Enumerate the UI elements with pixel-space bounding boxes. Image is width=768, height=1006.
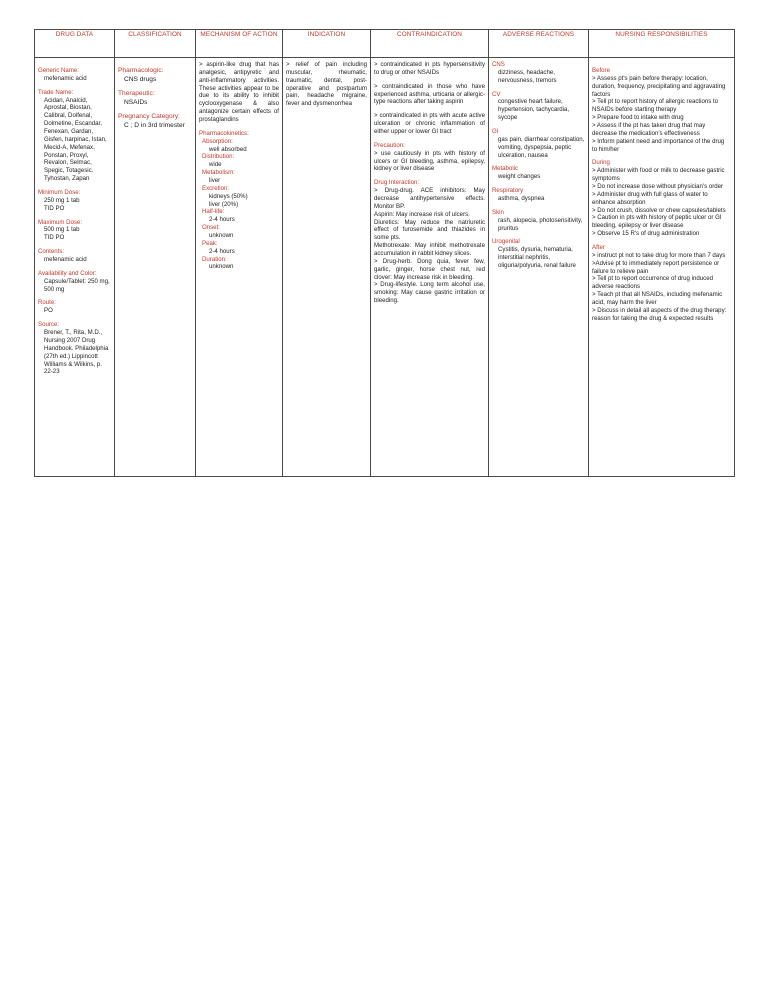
cell-adverse-reactions <box>489 58 589 477</box>
adverse-cv-label: CV <box>492 90 501 98</box>
onset-value: unknown <box>209 232 234 240</box>
contraindication-3: > contraindicated in pts with acute active ulceration or chronic inflammation of either upper or lower GI tract <box>374 112 485 136</box>
nursing-during-text: > Administer with food or milk to decrease gastric symptoms > Do not increase dose without physician's order > Administer drug with full glass of water to enhance absorption > Do not crush, dissolve or chew capsules/tablets > Caution in pts with history of peptic ulcer or GI bleeding, epilepsy or liver disease > Observe 15 R's of drug administration <box>592 167 726 238</box>
source-label: Source: <box>38 321 60 329</box>
header-mechanism: MECHANISM OF ACTION <box>196 30 283 58</box>
duration-value: unknown <box>209 263 234 271</box>
adverse-skin-label: Skin <box>492 208 504 216</box>
cell-nursing-responsibilities <box>589 58 735 477</box>
half-life-value: 2-4 hours <box>209 216 235 224</box>
nursing-before-label: Before <box>592 67 610 74</box>
trade-name-value: Acidan, Analcid, Aprostal, Biostan, Calibral, Dolfenal, Dolmetine, Escandar, Fenexan, Gardan, Gisfen, harpinac, Istan, Mecid-A, Mefenax, Ponstan, Proxyl, Revalon, Selmac, Spegic, Totagesic. Tyhostan, Zapan <box>44 96 107 183</box>
mechanism-text: > aspirin-like drug that has analgesic, antipyretic and anti-inflammatory activities. These activities appear to be due to its ability to inhibit cyclooxygenase & also antagonize certain effects of prostaglandins <box>199 61 279 124</box>
header-contraindication: CONTRAINDICATION <box>371 30 489 58</box>
cell-mechanism <box>196 58 283 477</box>
source-value: Brener, T., Rita, M.D., Nursing 2007 Drug Handbook. Philadelphia (27th ed.) Lippincott Williams & Wilkins, p. 22-23 <box>44 329 109 376</box>
pharmacologic-value: CNS drugs <box>124 75 157 83</box>
distribution-value: wide <box>209 161 222 169</box>
header-drug-data: DRUG DATA <box>35 30 115 58</box>
nursing-before-text: > Assess pt's pain before therapy: location, duration, frequency, precipitating and aggravating factors > Tell pt to report history of allergic reactions to NSAIDs before starting therapy > Prepare food to intake with drug > Assess if the pt has taken drug that may decrease the medication's effectiveness > Inform patient need and importance of the drug to him/her <box>592 74 726 153</box>
header-classification: CLASSIFICATION <box>115 30 196 58</box>
cell-indication <box>283 58 371 477</box>
pregnancy-category-label: Pregnancy Category: <box>118 113 180 120</box>
peak-label: Peak: <box>202 239 218 247</box>
header-adverse-reactions: ADVERSE REACTIONS <box>489 30 589 58</box>
therapeutic-value: NSAIDs <box>124 98 148 106</box>
therapeutic-label: Therapeutic: <box>118 90 155 97</box>
maximum-dose-value: 500 mg 1 tab TID PO <box>44 226 80 242</box>
distribution-label: Distribution: <box>202 153 235 161</box>
drug-interaction-label: Drug Interaction: <box>374 179 420 187</box>
maximum-dose-label: Maximum Dose: <box>38 218 83 226</box>
adverse-metabolic-value: weight changes <box>498 173 541 181</box>
pharmacologic-label: Pharmacologic: <box>118 67 164 74</box>
precaution-label: Precaution: <box>374 141 405 149</box>
drug-interaction-text: > Drug-drug. ACE inhibitors: May decrease antihypertensive effects. Monitor BP. Aspirin: May increase risk of ulcers. Diuretics: May reduce the natriuretic effect of furosemide and thiazides in some pts. Methotrexate: May inhibit methotrexate accumulation in rabbit kidney slices. > Drug-herb. Dong quia, fever few, garlic, ginger, horse chest nut, red clover: May increase risk in bleeding. > Drug-lifestyle. Long term alcohol use, smoking: May cause gastric irritation or bleeding. <box>374 187 485 305</box>
adverse-respiratory-label: Respiratory <box>492 187 524 195</box>
excretion-label: Excretion: <box>202 184 230 192</box>
half-life-label: Half-life: <box>202 208 225 216</box>
cell-classification <box>115 58 196 477</box>
adverse-skin-value: rash, alopecia, photosensitivity, pruritus <box>498 216 583 232</box>
route-label: Route: <box>38 299 56 307</box>
onset-label: Onset: <box>202 224 220 232</box>
cell-contraindication <box>371 58 489 477</box>
adverse-urogenital-label: Urogenital <box>492 238 520 246</box>
drug-row <box>35 58 735 477</box>
adverse-respiratory-value: asthma, dyspnea <box>498 195 545 203</box>
contraindication-2: > contraindicated in those who have experienced asthma, urticaria or allergic-type reactions after taking aspirin <box>374 82 485 106</box>
duration-label: Duration: <box>202 255 227 263</box>
metabolism-value: liver <box>209 177 221 185</box>
peak-value: 2-4 hours <box>209 247 235 255</box>
availability-label: Availability and Color: <box>38 269 97 277</box>
contents-value: mefenamic acid <box>44 256 87 264</box>
nursing-during-label: During <box>592 159 610 167</box>
trade-name-label: Trade Name: <box>38 88 74 96</box>
adverse-cns-label: CNS <box>492 61 505 68</box>
adverse-gi-value: gas pain, diarrhea/ constipation, vomiting, dyspepsia, peptic ulceration, nausea <box>498 135 585 159</box>
minimum-dose-value: 250 mg 1 tab TID PO <box>44 196 80 212</box>
adverse-cns-value: dizziness, headache, nervousness, tremors <box>498 68 557 84</box>
generic-name-value: mefenamic acid <box>44 74 87 82</box>
header-row <box>35 30 735 58</box>
nursing-after-label: After <box>592 244 605 252</box>
header-nursing-responsibilities: NURSING RESPONSIBILITIES <box>589 30 735 58</box>
metabolism-label: Metabolism: <box>202 169 235 177</box>
adverse-gi-label: GI <box>492 128 499 136</box>
adverse-metabolic-label: Metabolic <box>492 165 519 173</box>
header-indication: INDICATION <box>283 30 371 58</box>
route-value: PO <box>44 307 53 315</box>
contraindication-1: > contraindicated in pts hypersensitivity to drug or other NSAIDs <box>374 61 485 76</box>
adverse-cv-value: congestive heart failure, hypertension, tachycardia, sycope <box>498 98 570 122</box>
excretion-value: kidneys (50%) liver (20%) <box>209 192 248 208</box>
indication-text: > relief of pain including muscular, rheumatic, traumatic, dental, post-operative and postpartum pain, headache migraine, fever and dysmenorrhea <box>286 61 367 108</box>
cell-drug-data <box>35 58 115 477</box>
nursing-after-text: > instruct pt not to take drug for more than 7 days >Advise pt to immediately report persistence or failure to relieve pain > Tell pt to report occurrence of drug induced adverse reactions > Teach pt that all NSAIDs, including mefenamic acid, may harm the liver > Discuss in detail all aspects of the drug therapy: reason for taking the drug & expected results <box>592 251 727 322</box>
generic-name-label: Generic Name: <box>38 67 79 74</box>
drug-study-table <box>34 29 735 477</box>
pharmacokinetics-label: Pharmacokinetics: <box>199 129 249 137</box>
contents-label: Contents: <box>38 248 65 256</box>
adverse-urogenital-value: Cystitis, dysuria, hematuria, interstitial nephritis, oliguria/polyuria, renal failure <box>498 246 576 270</box>
precaution-text: > use cautiously in pts with history of ulcers or GI bleeding, asthma, epilepsy, kidney or liver disease <box>374 149 485 173</box>
pregnancy-category-value: C ; D in 3rd trimester <box>124 121 185 129</box>
minimum-dose-label: Minimum Dose: <box>38 189 81 197</box>
absorption-value: well absorbed <box>209 145 247 153</box>
availability-value: Capsule/Tablet: 250 mg, 500 mg <box>44 277 110 293</box>
absorption-label: Absorption: <box>202 137 233 145</box>
